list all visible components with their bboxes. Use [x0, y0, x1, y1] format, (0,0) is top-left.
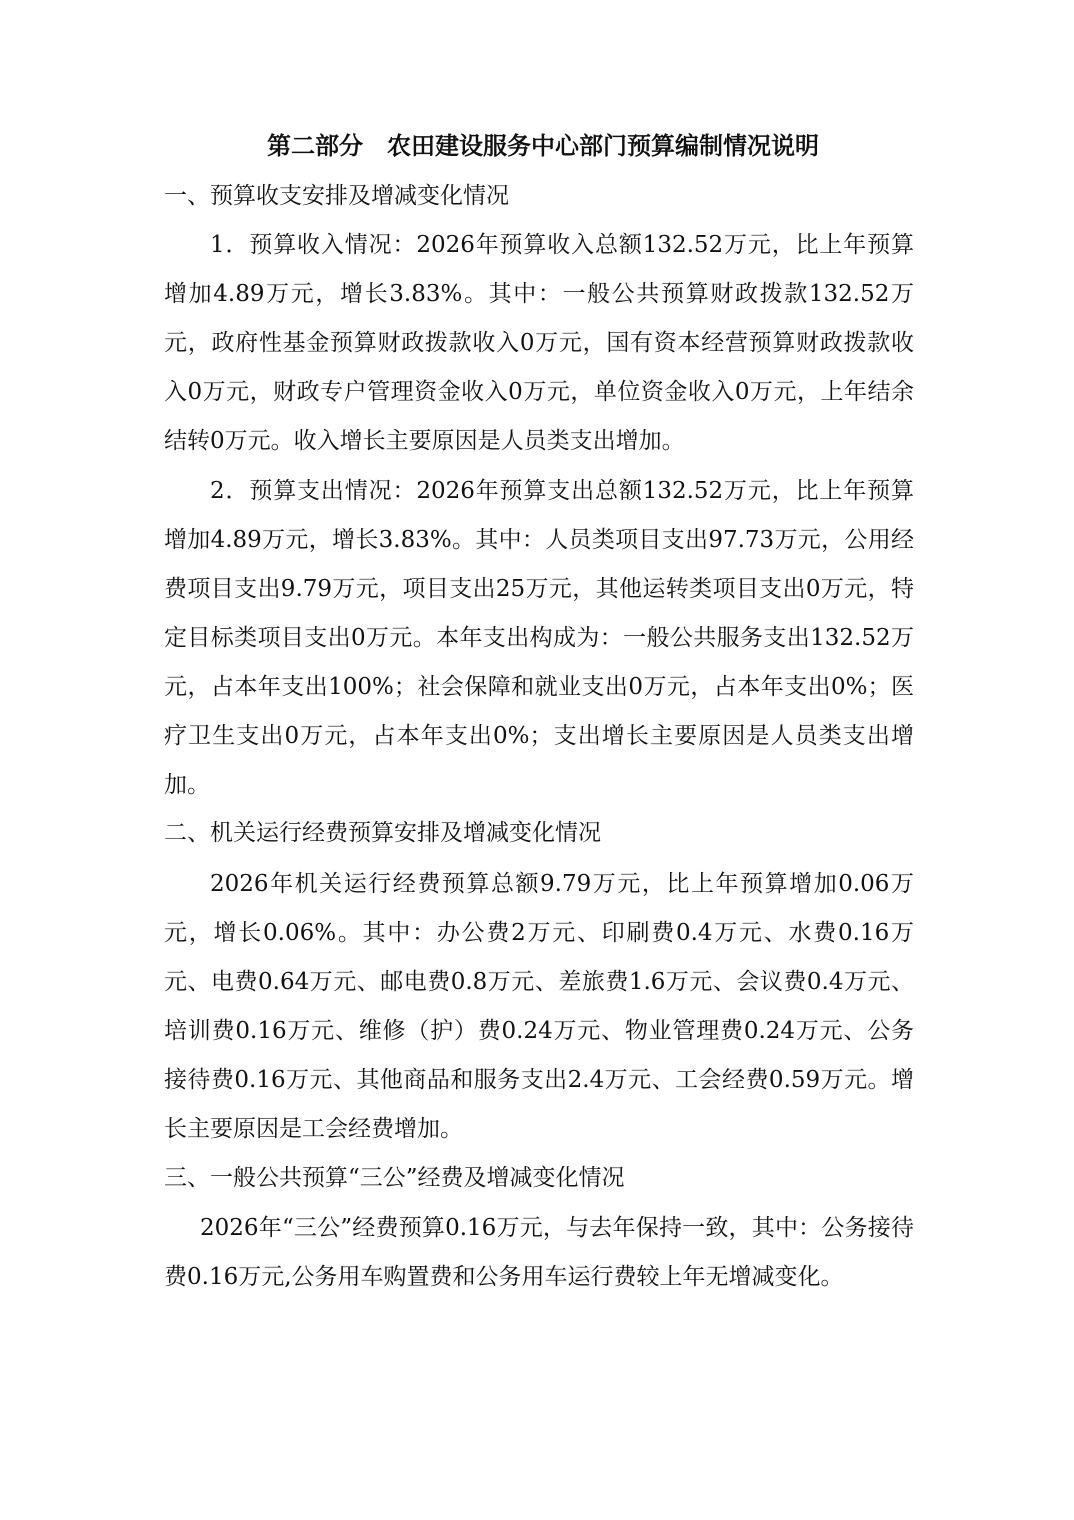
- paragraph-three-public: 2026年“三公”经费预算0.16万元，与去年保持一致，其中：公务接待费0.16万元,公务用车购置费和公务用车运行费较上年无增减变化。: [164, 1215, 914, 1290]
- paragraph-budget-income: 1．预算收入情况：2026年预算收入总额132.52万元，比上年预算增加4.89万元，增长3.83%。其中：一般公共预算财政拨款132.52万元，政府性基金预算财政拨款收入0万元，国有资本经营预算财政拨款收入0万元，财政专户管理资金收入0万元，单位资金收入0万元，上年结余结转0万元。收入增长主要原因是人员类支出增加。: [164, 232, 914, 454]
- paragraph-operating-costs: 2026年机关运行经费预算总额9.79万元，比上年预算增加0.06万元，增长0.06%。其中：办公费2万元、印刷费0.4万元、水费0.16万元、电费0.64万元、邮电费0.8万元、差旅费1.6万元、会议费0.4万元、培训费0.16万元、维修（护）费0.24万元、物业管理费0.24万元、公务接待费0.16万元、其他商品和服务支出2.4万元、工会经费0.59万元。增长主要原因是工会经费增加。: [164, 871, 914, 1142]
- document-title: 第二部分 农田建设服务中心部门预算编制情况说明: [267, 131, 819, 160]
- paragraph-budget-expenditure: 2．预算支出情况：2026年预算支出总额132.52万元，比上年预算增加4.89万元，增长3.83%。其中：人员类项目支出97.73万元，公用经费项目支出9.79万元，项目支出25万元，其他运转类项目支出0万元，特定目标类项目支出0万元。本年支出构成为：一般公共服务支出132.52万元，占本年支出100%；社会保障和就业支出0万元，占本年支出0%；医疗卫生支出0万元，占本年支出0%；支出增长主要原因是人员类支出增加。: [164, 478, 914, 798]
- section-heading-three-public: 三、一般公共预算“三公”经费及增减变化情况: [164, 1165, 625, 1191]
- section-heading-budget: 一、预算收支安排及增减变化情况: [164, 183, 509, 209]
- section-heading-operating-costs: 二、机关运行经费预算安排及增减变化情况: [164, 820, 601, 846]
